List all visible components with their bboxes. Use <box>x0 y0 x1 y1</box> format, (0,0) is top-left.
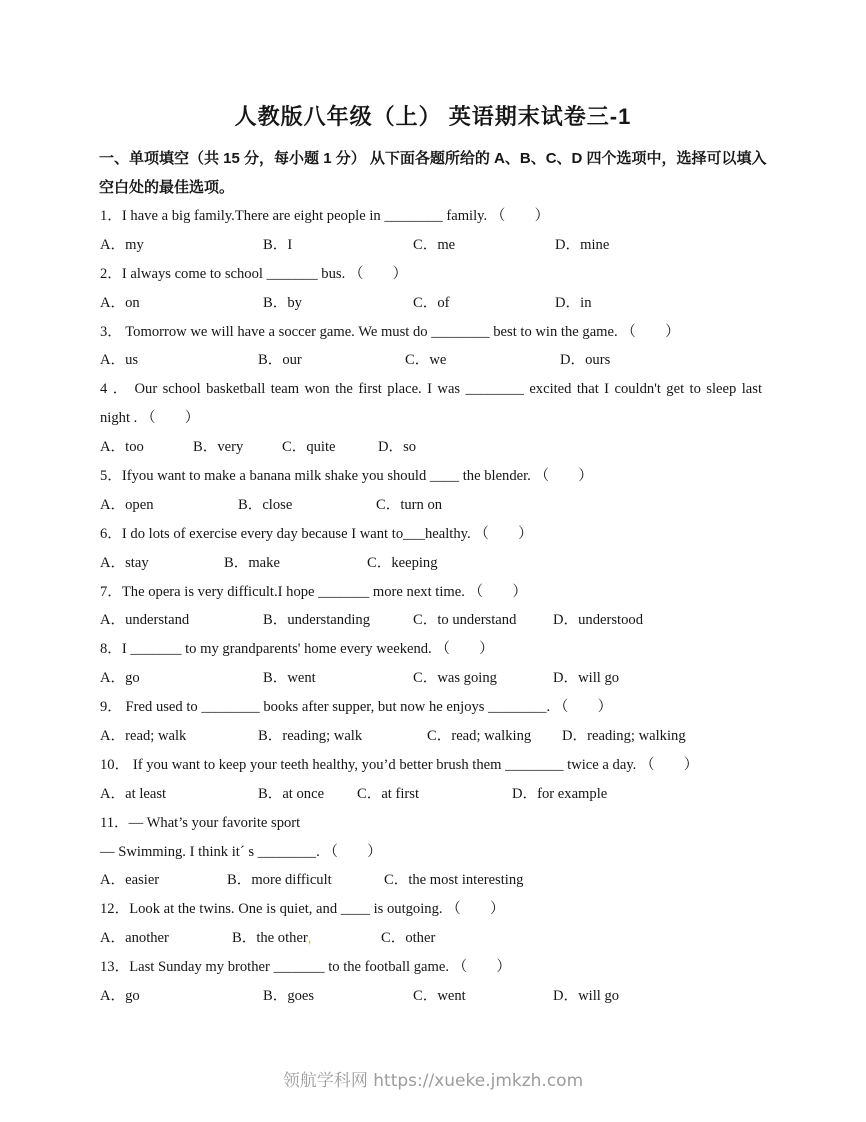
option-1-B: B．I <box>263 236 293 253</box>
option-13-B: B．goes <box>263 988 315 1005</box>
question-13 <box>100 953 762 1011</box>
questions <box>100 202 762 1011</box>
question-12-options <box>100 924 762 953</box>
option-11-C: C．the most interesting <box>384 872 524 889</box>
option-12-C: C．other <box>381 930 436 947</box>
option-12-A: A．another <box>100 930 169 947</box>
option-2-D: D．in <box>555 294 592 311</box>
section-heading <box>99 144 779 202</box>
question-13-options <box>100 982 762 1011</box>
option-2-B: B．by <box>263 294 302 311</box>
question-11-text-line2: — Swimming. I think it´ s ________. （ ） <box>100 843 382 860</box>
question-6-options <box>100 549 762 578</box>
question-6-text-line1: 6．I do lots of exercise every day because I want to___healthy. （ ） <box>100 525 533 542</box>
option-3-B: B．our <box>258 352 302 369</box>
option-11-A: A．easier <box>100 872 160 889</box>
option-9-A: A．read; walk <box>100 728 187 745</box>
question-10-text-line1: 10． If you want to keep your teeth healthy, you’d better brush them ________ twice a day. （ ） <box>100 756 699 773</box>
option-9-B: B．reading; walk <box>258 728 363 745</box>
option-13-A: A．go <box>100 988 140 1005</box>
option-1-C: C．me <box>413 236 456 253</box>
option-3-C: C．we <box>405 352 447 369</box>
option-4-C: C．quite <box>282 439 336 456</box>
option-10-C: C．at first <box>357 785 420 802</box>
option-9-C: C．read; walking <box>427 728 532 745</box>
option-6-B: B．make <box>224 554 280 571</box>
question-9 <box>100 693 762 751</box>
question-4-text-line2: night . （ ） <box>100 410 200 427</box>
option-5-C: C．turn on <box>376 496 443 513</box>
question-1-options <box>100 231 762 260</box>
question-7-options <box>100 606 762 635</box>
option-3-A: A．us <box>100 352 139 369</box>
question-8-text-line1: 8．I _______ to my grandparents' home every weekend. （ ） <box>100 641 494 658</box>
question-4-text-line1: 4 ． Our school basketball team won the first place. I was ________ excited that I couldn't get to sleep last <box>100 381 762 398</box>
question-7 <box>100 578 762 636</box>
question-4-options <box>100 433 762 462</box>
question-3-text-line1: 3． Tomorrow we will have a soccer game. We must do ________ best to win the game. （ ） <box>100 323 680 340</box>
question-2-text-line1: 2．I always come to school _______ bus. （ ） <box>100 265 408 282</box>
paper-title: 人教版八年级（上） 英语期末试卷三-1 <box>234 104 632 129</box>
question-4 <box>100 375 762 462</box>
question-10 <box>100 751 762 809</box>
option-7-D: D．understood <box>553 612 643 629</box>
question-11 <box>100 809 762 896</box>
question-5-options <box>100 491 762 520</box>
option-3-D: D．ours <box>560 352 611 369</box>
option-9-D: D．reading; walking <box>562 728 686 745</box>
watermark-footer <box>0 1066 866 1091</box>
section-heading-line1: 一、单项填空（共 15 分，每小题 1 分） 从下面各题所给的 A、B、C、D 四个选项中，选择可以填入 <box>99 150 767 167</box>
question-13-text-line1: 13．Last Sunday my brother _______ to the football game. （ ） <box>100 959 511 976</box>
option-13-C: C．went <box>413 988 466 1005</box>
section-heading-line2: 空白处的最佳选项。 <box>99 179 235 196</box>
question-3-options <box>100 346 762 375</box>
question-2-options <box>100 289 762 318</box>
option-10-D: D．for example <box>512 785 608 802</box>
option-8-A: A．go <box>100 670 140 687</box>
option-4-B: B．very <box>193 439 244 456</box>
option-11-B: B．more difficult <box>227 872 332 889</box>
question-9-text-line1: 9． Fred used to ________ books after supper, but now he enjoys ________. （ ） <box>100 699 613 716</box>
option-6-A: A．stay <box>100 554 149 571</box>
option-10-A: A．at least <box>100 785 167 802</box>
option-7-A: A．understand <box>100 612 190 629</box>
question-12 <box>100 895 762 953</box>
option-6-C: C．keeping <box>367 554 438 571</box>
option-5-A: A．open <box>100 496 154 513</box>
option-7-B: B．understanding <box>263 612 371 629</box>
option-8-D: D．will go <box>553 670 620 687</box>
question-10-options <box>100 780 762 809</box>
question-7-text-line1: 7．The opera is very difficult.I hope _______ more next time. （ ） <box>100 583 527 600</box>
question-1-text-line1: 1．I have a big family.There are eight people in ________ family. （ ） <box>100 208 550 224</box>
option-2-C: C．of <box>413 294 450 311</box>
option-2-A: A．on <box>100 294 140 311</box>
question-1 <box>100 202 762 260</box>
question-5 <box>100 462 762 520</box>
question-9-options <box>100 722 762 751</box>
option-10-B: B．at once <box>258 785 325 802</box>
question-8 <box>100 635 762 693</box>
option-8-B: B．went <box>263 670 316 687</box>
question-5-text-line1: 5．Ifyou want to make a banana milk shake you should ____ the blender. （ ） <box>100 468 593 485</box>
question-11-text-line1: 11．— What’s your favorite sport <box>100 814 301 831</box>
option-8-C: C．was going <box>413 670 497 687</box>
option-4-D: D．so <box>378 439 417 456</box>
question-8-options <box>100 664 762 693</box>
option-13-D: D．will go <box>553 988 620 1005</box>
question-6 <box>100 520 762 578</box>
option-5-B: B．close <box>238 496 293 513</box>
option-4-A: A．too <box>100 439 144 456</box>
watermark-site-name: 领航学科网 <box>282 1071 368 1091</box>
question-3 <box>100 318 762 376</box>
option-12-B: B．the other， <box>232 930 319 947</box>
watermark-site-url: https://xueke.jmkzh.com <box>373 1071 584 1091</box>
question-11-options <box>100 866 762 895</box>
question-2 <box>100 260 762 318</box>
option-1-D: D．mine <box>555 236 610 253</box>
stray-ink-mark: ， <box>307 933 319 946</box>
option-7-C: C．to understand <box>413 612 517 629</box>
question-12-text-line1: 12．Look at the twins. One is quiet, and ____ is outgoing. （ ） <box>100 901 505 918</box>
option-1-A: A．my <box>100 236 144 253</box>
